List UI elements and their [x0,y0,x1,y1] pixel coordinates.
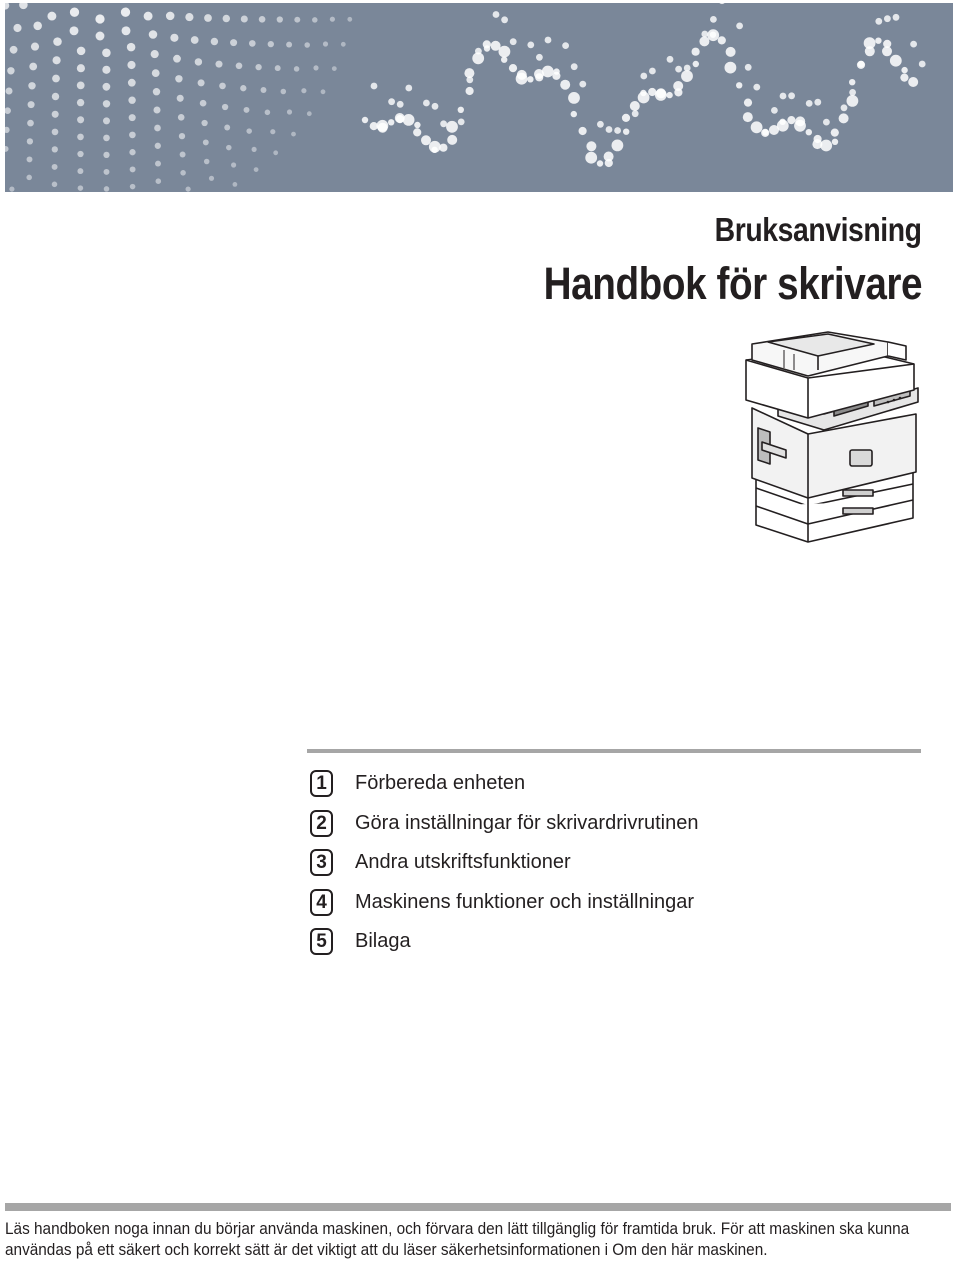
chapter-list [310,764,698,962]
chapter-number-badge: 1 [310,770,333,797]
chapter-number-badge: 2 [310,810,333,837]
chapter-item[interactable] [310,883,698,923]
manual-title: Handbok för skrivare [543,258,922,309]
chapter-number-badge: 4 [310,889,333,916]
chapter-label: Förbereda enheten [355,772,526,795]
chapter-label: Maskinens funktioner och inställningar [355,890,695,913]
multifunction-printer-icon [738,330,924,544]
dot-pattern-graphic [5,3,953,192]
chapter-item[interactable] [310,843,698,883]
contents-rule [307,749,921,753]
chapter-number-badge: 3 [310,849,333,876]
chapter-label: Göra inställningar för skrivardrivrutinen [355,811,699,834]
manual-subtitle: Bruksanvisning [715,211,922,248]
chapter-item[interactable] [310,922,698,962]
footer-rule [5,1203,951,1211]
chapter-number-badge: 5 [310,928,333,955]
chapter-item[interactable] [310,764,698,804]
header-banner [5,3,953,192]
chapter-item[interactable] [310,804,698,844]
chapter-label: Andra utskriftsfunktioner [355,851,571,874]
safety-notice: Läs handboken noga innan du börjar använda maskinen, och förvara den lätt tillgänglig för framtida bruk. För att maskinen ska kunna användas på ett säkert och korrekt sätt är det viktigt att du läser säkerhetsinformationen i Om den här maskinen. [5,1220,910,1259]
chapter-label: Bilaga [355,930,411,953]
